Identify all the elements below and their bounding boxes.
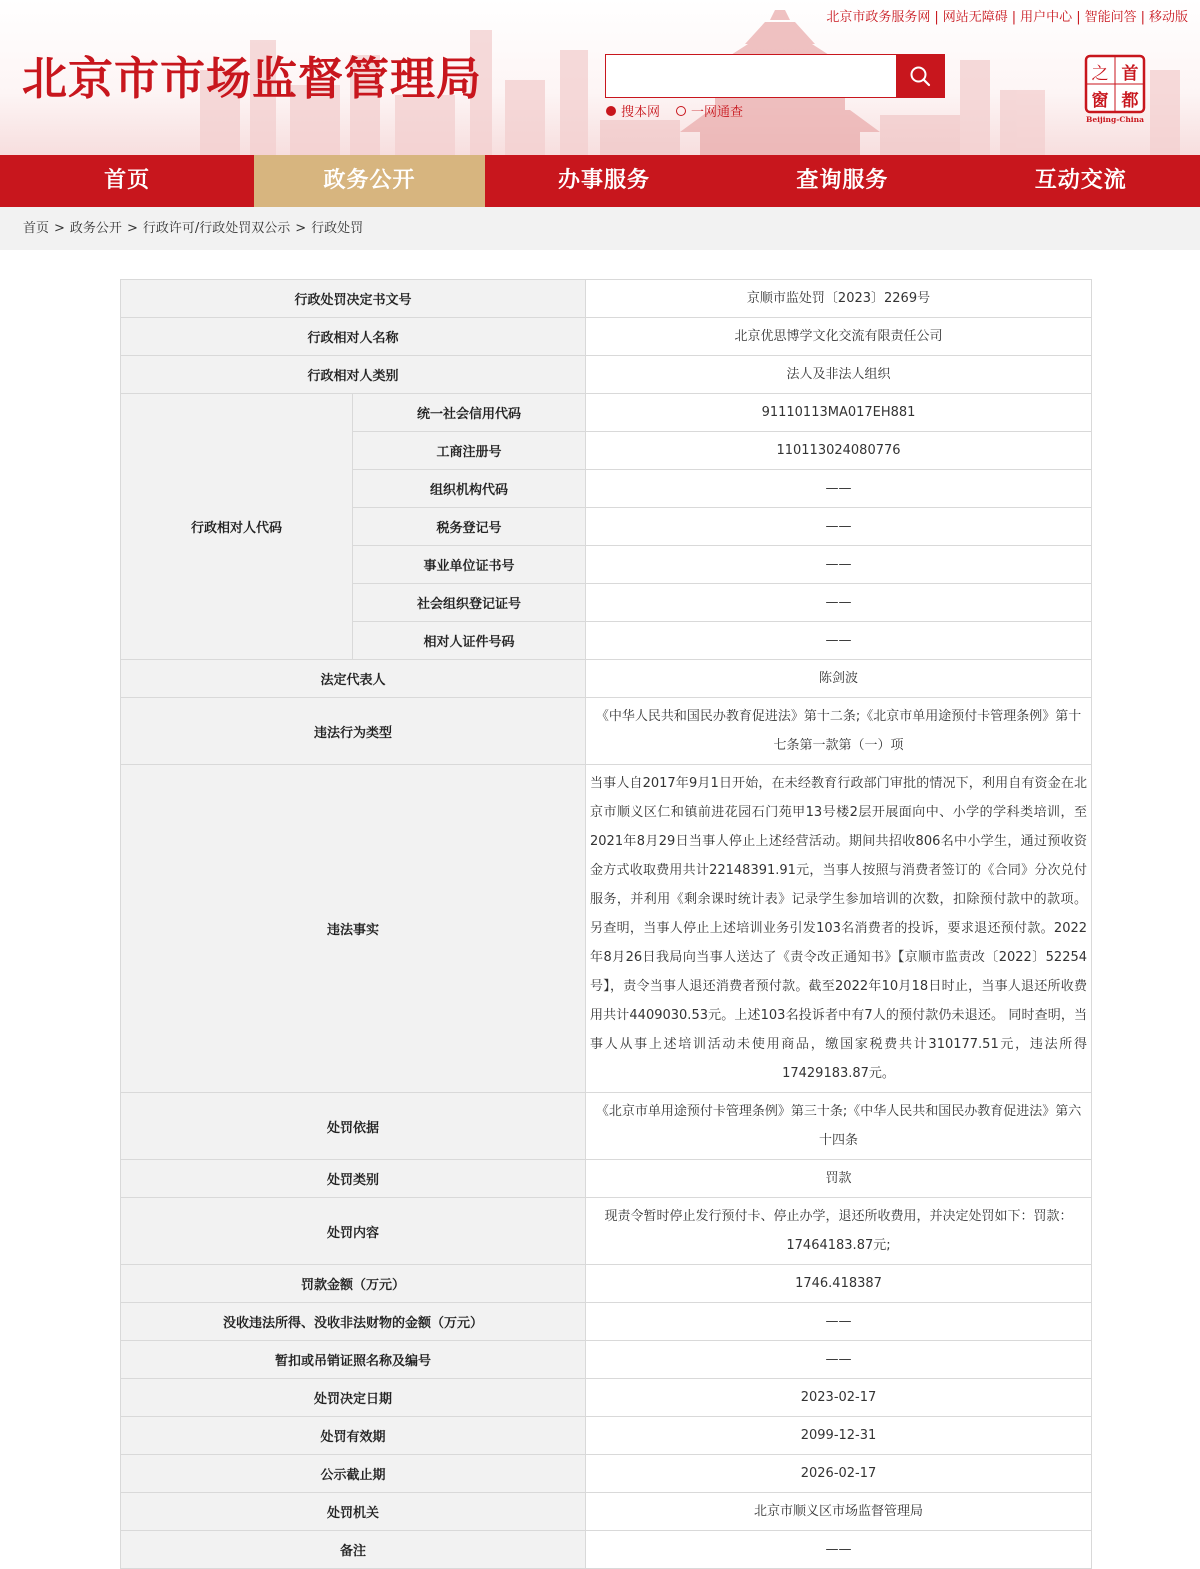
org-code-label: 组织机构代码 [353,470,586,508]
chevron-right-icon: > [295,221,307,236]
valid-until-label: 处罚有效期 [121,1417,586,1455]
table-row [121,280,1092,318]
violation-type-value: 《中华人民共和国民办教育促进法》第十二条;《北京市单用途预付卡管理条例》第十七条第一款第（一）项 [586,698,1092,765]
authority-label: 处罚机关 [121,1493,586,1531]
publicity-end-label: 公示截止期 [121,1455,586,1493]
nav-services[interactable]: 办事服务 [557,168,650,193]
party-code-group-label: 行政相对人代码 [121,394,353,660]
basis-label: 处罚依据 [121,1093,586,1160]
search-box [605,54,945,98]
party-type-value: 法人及非法人组织 [586,356,1092,394]
site-header [0,0,1200,155]
confiscation-label: 没收违法所得、没收非法财物的金额（万元） [121,1303,586,1341]
table-row [121,1265,1092,1303]
radio-selected-icon [606,106,616,116]
radio-unselected-icon [676,106,686,116]
doc-no-label: 行政处罚决定书文号 [121,280,586,318]
legal-rep-label: 法定代表人 [121,660,586,698]
table-row [121,1160,1092,1198]
fine-amount-value: 1746.418387 [586,1265,1092,1303]
institution-cert-value: —— [586,546,1092,584]
breadcrumb [0,207,1200,250]
chevron-right-icon: > [54,221,65,236]
search-input[interactable] [606,55,896,97]
top-link-accessibility[interactable]: 网站无障碍 [942,10,1008,25]
doc-no-value: 京顺市监处罚〔2023〕2269号 [586,280,1092,318]
search-scope [606,101,743,120]
penalty-content-label: 处罚内容 [121,1198,586,1265]
violation-type-label: 违法行为类型 [121,698,586,765]
social-org-reg-value: —— [586,584,1092,622]
publicity-end-value: 2026-02-17 [586,1455,1092,1493]
top-link-gov-service[interactable]: 北京市政务服务网 [826,10,931,25]
authority-value: 北京市顺义区市场监督管理局 [586,1493,1092,1531]
top-link-user-center[interactable]: 用户中心 [1020,10,1073,25]
confiscation-value: —— [586,1303,1092,1341]
svg-text:Beijing-China: Beijing-China [1086,115,1144,124]
scope-option-all[interactable]: 一网通查 [676,101,743,120]
search-button[interactable] [896,55,944,97]
table-row [121,1493,1092,1531]
search-icon [909,65,931,87]
social-org-reg-label: 社会组织登记证号 [353,584,586,622]
table-row [121,356,1092,394]
table-row [121,1455,1092,1493]
party-type-label: 行政相对人类别 [121,356,586,394]
table-row [121,1341,1092,1379]
penalty-type-label: 处罚类别 [121,1160,586,1198]
license-suspension-label: 暂扣或吊销证照名称及编号 [121,1341,586,1379]
table-row [121,1379,1092,1417]
penalty-record [120,279,1092,1569]
table-row [121,1198,1092,1265]
breadcrumb-dual-publicity[interactable]: 行政许可/行政处罚双公示 [142,221,291,236]
scope-option-site[interactable]: 搜本网 [606,101,660,120]
svg-text:之: 之 [1091,64,1109,84]
facts-label: 违法事实 [121,765,586,1093]
table-row [121,1093,1092,1160]
id-number-value: —— [586,622,1092,660]
breadcrumb-home[interactable]: 首页 [23,221,50,236]
institution-cert-label: 事业单位证书号 [353,546,586,584]
table-row [121,660,1092,698]
breadcrumb-admin-penalty[interactable]: 行政处罚 [311,221,364,236]
table-row [121,765,1092,1093]
business-reg-no-label: 工商注册号 [353,432,586,470]
table-row [121,1303,1092,1341]
tax-reg-no-value: —— [586,508,1092,546]
penalty-content-value: 现责令暂时停止发行预付卡、停止办学，退还所收费用，并决定处罚如下：罚款：17464183.87元; [586,1198,1092,1265]
capital-window-logo[interactable] [1082,54,1148,124]
legal-rep-value: 陈剑波 [586,660,1092,698]
remarks-label: 备注 [121,1531,586,1569]
nav-query[interactable]: 查询服务 [796,168,889,193]
site-title: 北京市市场监督管理局 [22,52,483,105]
id-number-label: 相对人证件号码 [353,622,586,660]
party-name-label: 行政相对人名称 [121,318,586,356]
nav-interaction[interactable]: 互动交流 [1034,168,1127,193]
tax-reg-no-label: 税务登记号 [353,508,586,546]
credit-code-label: 统一社会信用代码 [353,394,586,432]
table-row [121,318,1092,356]
business-reg-no-value: 110113024080776 [586,432,1092,470]
table-row [121,1417,1092,1455]
org-code-value: —— [586,470,1092,508]
table-row [121,394,1092,432]
breadcrumb-gov-affairs[interactable]: 政务公开 [69,221,122,236]
valid-until-value: 2099-12-31 [586,1417,1092,1455]
svg-text:首: 首 [1121,64,1139,84]
basis-value: 《北京市单用途预付卡管理条例》第三十条;《中华人民共和国民办教育促进法》第六十四条 [586,1093,1092,1160]
penalty-type-value: 罚款 [586,1160,1092,1198]
decision-date-value: 2023-02-17 [586,1379,1092,1417]
svg-text:都: 都 [1121,91,1139,111]
top-links: 北京市政务服务网 | 网站无障碍 | 用户中心 | 智能问答 | 移动版 [826,10,1188,25]
nav-home[interactable]: 首页 [104,168,151,193]
license-suspension-value: —— [586,1341,1092,1379]
credit-code-value: 91110113MA017EH881 [586,394,1092,432]
svg-text:窗: 窗 [1091,91,1109,111]
table-row [121,1531,1092,1569]
remarks-value: —— [586,1531,1092,1569]
facts-value: 当事人自2017年9月1日开始，在未经教育行政部门审批的情况下，利用自有资金在北京市顺义区仁和镇前进花园石门苑甲13号楼2层开展面向中、小学的学科类培训，至2021年8月29日当事人停止上述经营活动。期间共招收806名中小学生，通过预收资金方式收取费用共计22148391.91元，当事人按照与消费者签订的《合同》分次兑付服务，并利用《剩余课时统计表》记录学生参加培训的次数，扣除预付款中的款项。 另查明，当事人停止上述培训业务引发103名消费者的投诉，要求退还预付款。2022年8月26日我局向当事人送达了《责令改正通知书》【京顺市监责改〔2022〕52254号】，责令当事人退还消费者预付款。截至2022年10月18日时止，当事人退还所收费用共计4409030.53元。上述103名投诉者中有7人的预付款仍未退还。 同时查明，当事人从事上述培训活动未使用商品，缴国家税费共计310177.51元，违法所得17429183.87元。 [586,765,1092,1093]
decision-date-label: 处罚决定日期 [121,1379,586,1417]
party-name-value: 北京优思博学文化交流有限责任公司 [586,318,1092,356]
top-link-smart-qa[interactable]: 智能问答 [1084,10,1137,25]
top-link-mobile[interactable]: 移动版 [1148,10,1188,25]
main-nav [0,155,1200,207]
nav-gov-affairs[interactable]: 政务公开 [254,155,484,207]
fine-amount-label: 罚款金额（万元） [121,1265,586,1303]
chevron-right-icon: > [126,221,138,236]
penalty-table [120,279,1092,1569]
table-row [121,698,1092,765]
